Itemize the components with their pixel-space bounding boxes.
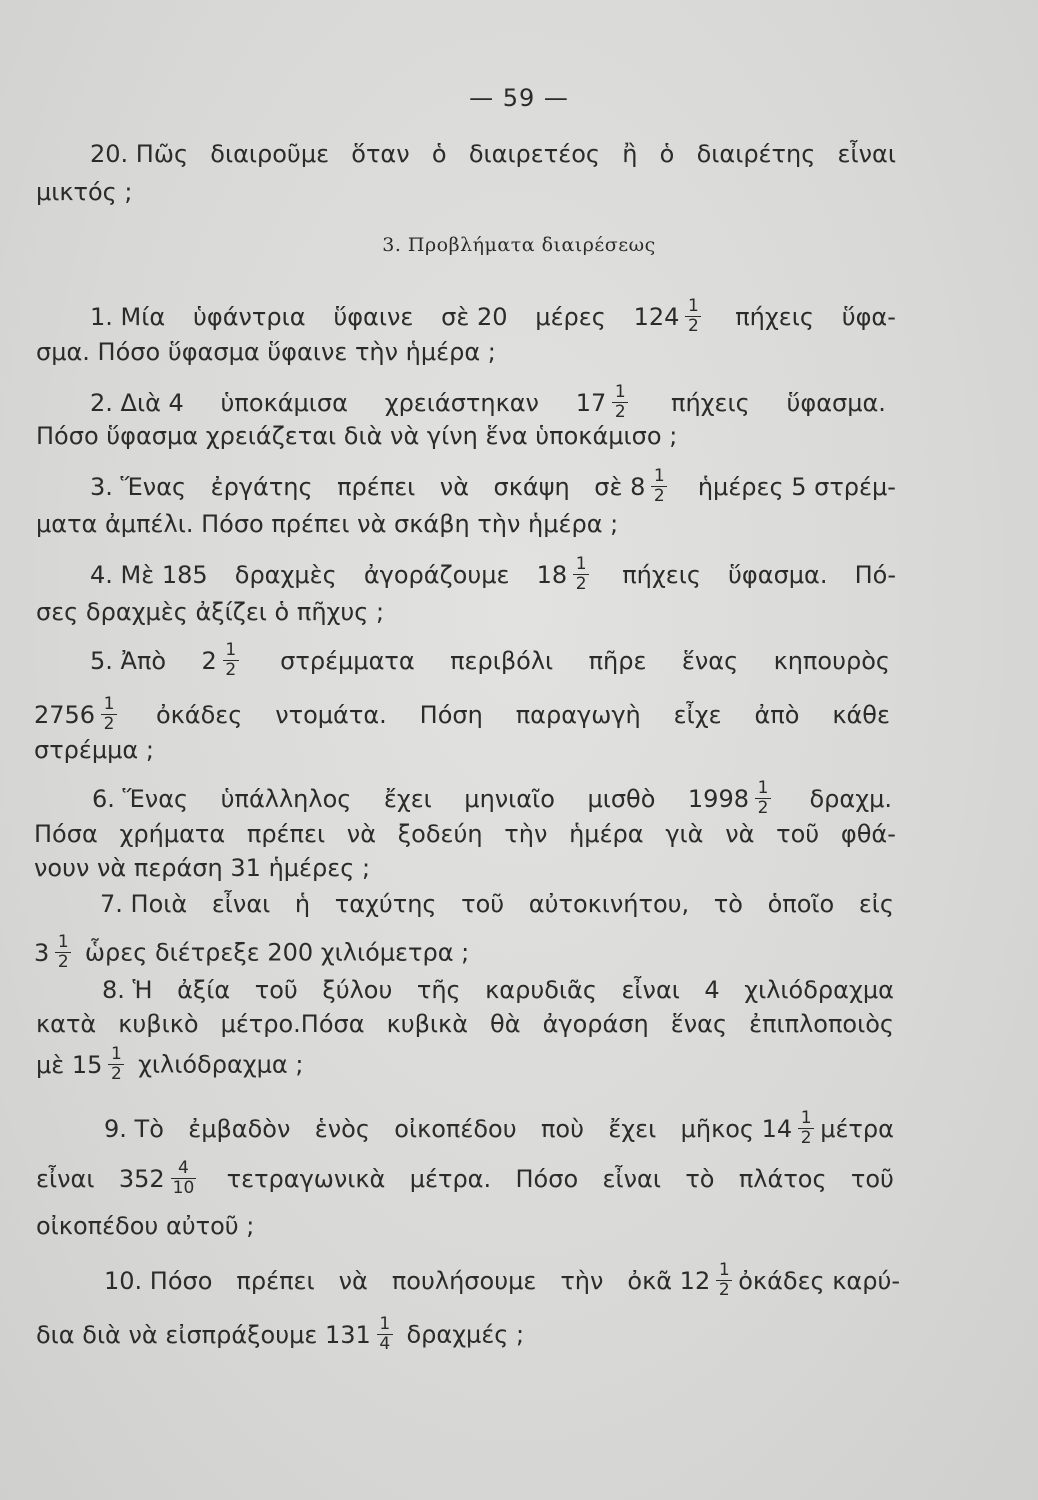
whole: 124	[633, 302, 680, 331]
mixed-number	[627, 1262, 900, 1299]
mixed-number	[201, 642, 244, 679]
fraction	[377, 1316, 393, 1353]
word: ὑπάλληλος	[220, 784, 352, 813]
mixed-number	[36, 1316, 399, 1353]
word: πρέπει	[236, 1266, 315, 1295]
denominator: 10	[172, 1178, 195, 1198]
line-text: δραχμές ;	[406, 1320, 525, 1349]
numerator: 1	[103, 694, 115, 714]
word: πῆρε	[588, 646, 647, 675]
word: κυβικὰ	[386, 1010, 469, 1038]
whole: 17	[575, 388, 607, 417]
word: ὀκάδες καρύ-	[738, 1266, 900, 1295]
whole: σὲ 8	[594, 472, 646, 501]
word: εἶναι	[211, 890, 271, 918]
denominator: 2	[688, 316, 699, 336]
word: θὰ	[490, 1010, 521, 1038]
denominator: 2	[718, 1280, 730, 1300]
word: Πόσο	[515, 1164, 579, 1193]
numerator: 4	[178, 1158, 189, 1178]
word: καρυδιᾶς	[485, 976, 597, 1004]
p9-line-2	[36, 1160, 894, 1197]
word: Πόσα	[34, 820, 98, 848]
word: εἶναι	[837, 140, 896, 168]
word: ὕφα-	[841, 302, 896, 331]
word: 5. Ἀπὸ	[90, 646, 167, 675]
denominator: 2	[225, 660, 237, 680]
word: στρέμματα	[280, 646, 415, 675]
word: νὰ	[338, 1266, 368, 1295]
mixed-number	[34, 934, 77, 971]
fraction	[755, 780, 771, 817]
word: ποὺ	[540, 1114, 584, 1143]
word: ἐργάτης	[210, 472, 313, 501]
word: ἐπιπλοποιὸς	[749, 1010, 894, 1038]
p1-line-2: σμα. Πόσο ὕφασμα ὕφαινε τὴν ἡμέρα ;	[36, 338, 496, 366]
word: χρήματα	[119, 820, 226, 848]
numerator: 1	[225, 640, 237, 660]
word: νὰ	[439, 472, 470, 501]
mixed-number	[537, 556, 596, 593]
p9-line-3: οἰκοπέδου αὐτοῦ ;	[36, 1212, 255, 1240]
word: ἡμέρες 5 στρέμ-	[697, 472, 896, 501]
fraction	[573, 556, 589, 593]
line-text: ὧρες διέτρεξε 200 χιλιόμετρα ;	[84, 938, 470, 967]
word: φθά-	[840, 820, 896, 848]
p5-line-1	[90, 642, 890, 679]
word: εἶναι	[621, 976, 680, 1004]
word: 20. Πῶς	[90, 140, 189, 168]
denominator: 2	[57, 952, 69, 972]
word: ἑνὸς	[314, 1114, 370, 1143]
denominator: 2	[757, 798, 769, 818]
p8-line-1	[102, 978, 894, 1002]
word: πήχεις	[735, 302, 814, 331]
word: 10. Πόσο	[104, 1266, 213, 1295]
word: τοῦ	[850, 1164, 894, 1193]
numerator: 1	[575, 554, 587, 574]
mixed-number	[634, 298, 708, 335]
word: πήχεις	[671, 388, 750, 417]
q20-line-2: μικτός ;	[36, 178, 133, 206]
whole: 18	[536, 560, 568, 589]
word: 4	[704, 976, 720, 1004]
p6-line-3: νουν νὰ περάση 31 ἡμέρες ;	[34, 854, 371, 882]
word: ὕφασμα.	[786, 388, 886, 417]
word: 6. Ἕνας	[92, 784, 189, 813]
denominator: 2	[103, 714, 115, 734]
word: ἡ	[294, 890, 311, 918]
denominator: 2	[614, 402, 626, 422]
mixed-number	[119, 1160, 202, 1197]
numerator: 1	[111, 1044, 122, 1064]
mixed-number	[594, 468, 673, 505]
word: χιλιόδραχμα	[744, 976, 894, 1004]
p10-line-2	[36, 1316, 524, 1353]
word: σὲ 20	[441, 302, 508, 331]
word: εἶναι	[36, 1164, 95, 1193]
fraction	[685, 298, 701, 335]
word: οἰκοπέδου	[394, 1114, 517, 1143]
fraction	[716, 1262, 732, 1299]
denominator: 2	[575, 574, 587, 594]
word: δραχμ.	[809, 784, 892, 813]
word: περιβόλι	[450, 646, 554, 675]
p8-line-2	[36, 1012, 894, 1036]
denominator: 2	[800, 1128, 812, 1148]
fraction	[223, 642, 239, 679]
word: κάθε	[832, 700, 890, 729]
word: ἡμέρα	[569, 820, 644, 848]
word: 2. Διὰ 4	[90, 388, 184, 417]
word: πλάτος	[738, 1164, 827, 1193]
word: κατὰ	[36, 1010, 97, 1038]
p7-line-2	[34, 934, 469, 971]
fraction	[651, 468, 667, 505]
word: τὴν	[504, 820, 548, 848]
word: δραχμὲς	[234, 560, 337, 589]
word: Πό-	[854, 560, 896, 589]
p7-line-1	[100, 892, 894, 916]
word: 9. Τὸ	[104, 1114, 164, 1143]
word: ὕφαινε	[333, 302, 414, 331]
word: μέτρο.Πόσα	[220, 1010, 365, 1038]
word: 3. Ἕνας	[90, 472, 187, 501]
whole: μῆκος 14	[680, 1114, 793, 1143]
mixed-number	[681, 1110, 894, 1147]
mixed-number	[36, 1046, 130, 1083]
whole: μὲ 15	[36, 1050, 103, 1079]
line-text: χιλιόδραχμα ;	[138, 1050, 304, 1079]
q20-line-1	[90, 142, 896, 166]
whole: 352	[118, 1164, 165, 1193]
word: μισθὸ	[587, 784, 656, 813]
word: ὑποκάμισα	[220, 388, 348, 417]
word: διαιροῦμε	[210, 140, 330, 168]
word: διαιρετέος	[468, 140, 600, 168]
p4-line-2: σες δραχμὲς ἀξίζει ὁ πῆχυς ;	[36, 598, 385, 626]
word: ἀγοράση	[542, 1010, 649, 1038]
word: πουλήσουμε	[391, 1266, 537, 1295]
p3-line-2: ματα ἀμπέλι. Πόσο πρέπει νὰ σκάβη τὴν ἡμέρα ;	[36, 510, 619, 538]
mixed-number	[34, 696, 123, 733]
word: γιὰ	[665, 820, 704, 848]
word: ἔχει	[608, 1114, 657, 1143]
word: ὁ	[431, 140, 447, 168]
word: τοῦ	[254, 976, 298, 1004]
word: τὸ	[713, 890, 743, 918]
whole: 2	[201, 646, 217, 675]
numerator: 1	[800, 1108, 812, 1128]
page-number: — 59 —	[469, 84, 569, 112]
word: μέρες	[535, 302, 606, 331]
section-heading: 3. Προβλήματα διαιρέσεως	[382, 234, 656, 256]
word: ἔχει	[383, 784, 432, 813]
mixed-number	[576, 384, 635, 421]
word: εἰς	[858, 890, 894, 918]
fraction	[101, 696, 117, 733]
word: ἕνας	[681, 646, 739, 675]
word: τοῦ	[461, 890, 505, 918]
word: παραγωγὴ	[515, 700, 641, 729]
fraction	[171, 1160, 197, 1197]
word: εἶχε	[673, 700, 722, 729]
p4-line-1	[90, 556, 896, 593]
whole: 3	[34, 938, 50, 967]
denominator: 2	[653, 486, 665, 506]
word: ὀκάδες	[155, 700, 243, 729]
word: ὁ	[659, 140, 675, 168]
word: 4. Μὲ 185	[90, 560, 208, 589]
word: ἀγοράζουμε	[363, 560, 510, 589]
word: μηνιαῖο	[464, 784, 555, 813]
p10-line-1	[104, 1262, 900, 1299]
p2-line-2: Πόσο ὕφασμα χρειάζεται διὰ νὰ γίνη ἕνα ὑποκάμισο ;	[36, 422, 678, 450]
word: ἀξία	[177, 976, 231, 1004]
word: σκάψη	[493, 472, 570, 501]
p5-line-2	[34, 696, 890, 733]
word: νὰ	[346, 820, 377, 848]
mixed-number	[688, 780, 777, 817]
fraction	[108, 1046, 124, 1083]
fraction	[798, 1110, 814, 1147]
word: αὐτοκινήτου,	[528, 890, 690, 918]
word: τῆς	[416, 976, 461, 1004]
whole: ὀκᾶ 12	[627, 1266, 711, 1295]
p2-line-1	[90, 384, 886, 421]
word: ἀπὸ	[754, 700, 800, 729]
word: ντομάτα.	[275, 700, 387, 729]
word: τὴν	[560, 1266, 604, 1295]
p6-line-2	[34, 822, 896, 846]
word: μέτρα.	[409, 1164, 492, 1193]
p3-line-1	[90, 468, 896, 505]
word: διαιρέτης	[696, 140, 816, 168]
word: μέτρα	[820, 1114, 894, 1143]
word: χρειάστηκαν	[384, 388, 539, 417]
numerator: 1	[614, 382, 626, 402]
word: ἐμβαδὸν	[188, 1114, 291, 1143]
word: ἢ	[622, 140, 638, 168]
numerator: 1	[379, 1314, 391, 1334]
word: πρέπει	[246, 820, 326, 848]
word: κυβικὸ	[118, 1010, 199, 1038]
denominator: 2	[111, 1064, 122, 1084]
numerator: 1	[653, 466, 665, 486]
p6-line-1	[92, 780, 892, 817]
p8-line-3	[36, 1046, 303, 1083]
fraction	[612, 384, 628, 421]
line-text: δια διὰ νὰ εἰσπράξουμε 131	[36, 1320, 371, 1349]
word: ὁποῖο	[767, 890, 835, 918]
whole: 1998	[687, 784, 749, 813]
word: τετραγωνικὰ	[226, 1164, 386, 1193]
word: εἶναι	[602, 1164, 661, 1193]
denominator: 4	[379, 1334, 391, 1354]
word: πήχεις	[622, 560, 701, 589]
word: νὰ	[725, 820, 755, 848]
word: τοῦ	[776, 820, 820, 848]
word: 1. Μία	[90, 302, 166, 331]
word: ὕφασμα.	[728, 560, 828, 589]
whole: 2756	[34, 700, 96, 729]
numerator: 1	[757, 778, 769, 798]
word: Πόση	[419, 700, 483, 729]
word: ἕνας	[670, 1010, 728, 1038]
word: τὸ	[685, 1164, 715, 1193]
word: ξύλου	[322, 976, 393, 1004]
fraction	[55, 934, 71, 971]
word: ὅταν	[351, 140, 410, 168]
word: ὑφάντρια	[192, 302, 306, 331]
word: ταχύτης	[334, 890, 437, 918]
numerator: 1	[57, 932, 69, 952]
word: κηπουρὸς	[773, 646, 890, 675]
word: 8. Ἡ	[102, 976, 153, 1004]
word: 7. Ποιὰ	[100, 890, 188, 918]
word: ξοδεύη	[397, 820, 483, 848]
p9-line-1	[104, 1110, 894, 1147]
word: πρέπει	[337, 472, 416, 501]
p1-line-1	[90, 298, 896, 335]
numerator: 1	[718, 1260, 730, 1280]
p5-line-3: στρέμμα ;	[34, 736, 154, 764]
numerator: 1	[688, 296, 699, 316]
